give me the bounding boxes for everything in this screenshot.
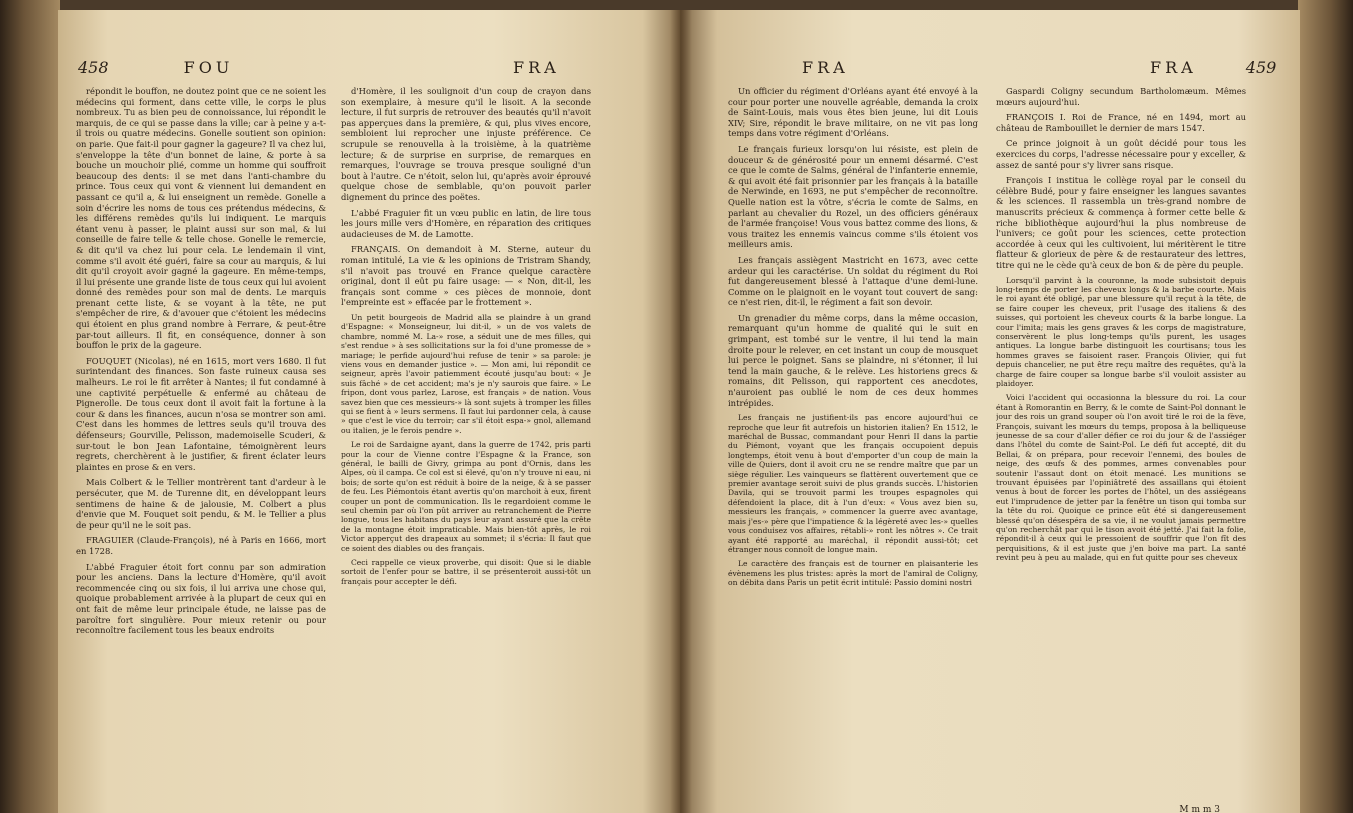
right-page-header (1150, 58, 1276, 77)
paragraph: Le roi de Sardaigne ayant, dans la guerre de 1742, pris parti pour la cour de Vienne contre l'Espagne & la France, son général, le bailli de Givry, grimpa au pont d'Ornis, dans les Alpes, où il campa. Ce col est si élevé, qu'on n'y trouve ni eau, ni bois; de sorte qu'on est réduit à boire de la neige, & à se passer de feu. Les Piémontois étant avertis qu'on marchoit à eux, firent couper un pont de communication. Ils le regardoient comme le seul chemin par où l'on pût arriver au retranchement de Pierre longue, tous les habitans du pays leur ayant assuré que la crête de la montagne étoit impraticable. Mais bien-tôt après, le roi Victor apperçut des drapeaux au sommet; il s'écria: Il faut que ce soient des diables ou des français. (341, 440, 591, 553)
paragraph: Un grenadier du même corps, dans la même occasion, remarquant qu'un homme de qualité qui le suit en grimpant, est tombé sur le ventre, il lui tend la main droite pour le relever, en cet instant un coup de mousquet lui perce le poignet. Sans se plaindre, ni s'étonner, il lui tend la main gauche, & le relève. Les historiens grecs & romains, dit Pelisson, qui rapportent ces anecdotes, n'auroient pas oublié le nom de ces deux hommes intrépides. (728, 312, 978, 408)
paragraph: d'Homère, il les soulignoit d'un coup de crayon dans son exemplaire, à mesure qu'il le lisoit. A la seconde lecture, il fut surpris de retrouver des beautés qu'il n'avoit pas apperçues dans la première, & qui, plus vives encore, sembloient lui reprocher une injuste préférence. Ce scrupule se renouvella à la troisième, à la quatrième lecture; & de surprise en surprise, de remarques en remarques, l'ouvrage se trouva presque souligné d'un bout à l'autre. Ce n'étoit, selon lui, qu'après avoir éprouvé quelque chose de semblable, qu'on pouvoit parler dignement du prince des poëtes. (341, 86, 591, 202)
book-edge-right (1298, 0, 1353, 813)
paragraph: FRANÇOIS I. Roi de France, né en 1494, mort au château de Rambouillet le dernier de mars 1547. (996, 112, 1246, 133)
right-column-2 (996, 86, 1246, 806)
left-header-keyword-right: FRA (513, 58, 560, 77)
right-page-number: 459 (1245, 58, 1277, 77)
signature-mark: M m m 3 (1179, 805, 1220, 813)
paragraph: Un petit bourgeois de Madrid alla se plaindre à un grand d'Espagne: « Monseigneur, lui dit-il, » un de vos valets de chambre, nommé M. La-» rose, a séduit une de mes filles, qui s'est rendue » à ses sollicitations sur la foi d'une promesse de » mariage; le perfide aujourd'hui refuse de tenir » sa parole: je viens vous en demander justice ». — Mon ami, lui répondit ce seigneur, après l'avoir patiemment écouté jusqu'au bout: « Je suis fâché » de cet accident; ma's je n'y saurois que faire. » Le fripon, dont vous parlez, Larose, est français » de nation. Vous savez bien que ces messieurs-» là sont sujets à tromper les filles qui se fient à » leurs sermens. Il faut lui pardonner cela, à cause » que c'est le vice du terroir; car s'il étoit espa-» gnol, allemand ou italien, je le ferois pendre ». (341, 312, 591, 435)
paragraph: Lorsqu'il parvint à la couronne, la mode subsistoit depuis long-temps de porter les cheveux longs & la barbe courte. Mais le roi ayant été obligé, par une blessure qu'il reçut à la tête, de se faire couper les cheveux, prit l'usage des italiens & des suisses, qui portoient les cheveux courts & la barbe longue. La cour l'imita; mais les gens graves & les corps de magistrature, conservèrent le plus long-temps qu'ils purent, les usages antiques. La longue barbe distinguoit les courtisans; tous les hommes graves se faisoient raser. François Olivier, qui fut depuis chancelier, ne put être reçu maître des requêtes, qu'à la charge de faire couper sa longue barbe s'il vouloit assister au plaidoyer. (996, 275, 1246, 388)
paragraph: L'abbé Fraguier étoit fort connu par son admiration pour les anciens. Dans la lecture d'Homère, qu'il avoit recommencée cinq ou six fois, il lui arriva une chose qui, quoique probablement arrivée à la plupart de ceux qui en ont fait de même leur principale étude, ne laisse pas de paroître fort singulière. Pour mieux retenir ou pour reconnoître facilement tous les beaux endroits (76, 561, 326, 636)
paragraph: Voici l'accident qui occasionna la blessure du roi. La cour étant à Romorantin en Berry, & le comte de Saint-Pol donnant le jour des rois un grand souper où l'on avoit tiré le roi de la fève, François, suivant les mœurs du temps, proposa à la belliqueuse jeunesse de sa cour d'aller défier ce roi du jour & de l'assiéger dans l'hôtel du comte de Saint-Pol. Le défi fut accepté, dit du Bellai, & on prépara, pour recevoir l'ennemi, des boules de neige, des œufs & des pommes, armes convenables pour soutenir l'assaut dont on étoit menacé. Les munitions se trouvant épuisées par l'opiniâtreté des assaillans qui étoient venus à bout de forcer les portes de l'hôtel, un des assiégeans eut l'imprudence de jetter par la fenêtre un tison qui tomba sur la tête du roi. Quoique ce prince eût été si dangereusement blessé qu'on désespéra de sa vie, il ne voulut jamais permettre qu'on recherchât par qui le tison avoit été jetté. J'ai fait la folie, répondit-il à ceux qui le pressoient de souffrir que l'on fît des perquisitions, & il est juste que j'en boive ma part. La santé revint peu à peu au malade, qui en fut quitte pour ses cheveux (996, 393, 1246, 563)
paragraph: FOUQUET (Nicolas), né en 1615, mort vers 1680. Il fut surintendant des finances. Son faste ruineux causa ses malheurs. Le roi le fit arrêter à Nantes; il fut condamné à une captivité perpétuelle & enfermé au château de Pignerolle. De tous ceux dont il avoit fait la fortune à la cour & dans les finances, aucun n'osa se montrer son ami. C'est dans les hommes de lettres seuls qu'il trouva des défenseurs; Gourville, Pelisson, mademoiselle Scuderi, & sur-tout le bon Jean Lafontaine, témoignèrent leurs regrets, cherchèrent à le justifier, & firent éclater leurs plaintes en prose & en vers. (76, 355, 326, 472)
left-column-2 (341, 86, 591, 806)
right-header-keyword: FRA (1150, 58, 1197, 77)
paragraph: FRANÇAIS. On demandoit à M. Sterne, auteur du roman intitulé, La vie & les opinions de Tristram Shandy, s'il n'avoit pas trouvé en France quelque caractère original, dont il eût pu faire usage: — « Non, dit-il, les français sont comme » ces pièces de monnoie, dont l'empreinte est » effacée par le frottement ». (341, 244, 591, 308)
left-page (58, 10, 680, 813)
paragraph: François I institua le collège royal par le conseil du célèbre Budé, pour y faire enseigner les langues savantes & les sciences. Il rassembla un très-grand nombre de manuscrits précieux & commença à former cette belle & riche bibliothèque aujourd'hui la plus nombreuse de l'univers; ce goût pour les sciences, cette protection accordée à ceux qui les cultivoient, lui méritèrent le titre flatteur & glorieux de père & de restaurateur des lettres, titre qui ne le cède qu'à ceux de bon & de père du peuple. (996, 175, 1246, 270)
paragraph: répondit le bouffon, ne doutez point que ce ne soient les médecins qui forment, dans cette ville, le corps le plus nombreux. Tu as bien peu de connoissance, lui répondit le marquis, de ce qui se passe dans la ville; car à peine y a-t-il trois ou quatre médecins. Gonelle soutient son opinion: on parie. Que fait-il pour gagner la gageure? Il va chez lui, s'enveloppe la tête d'un bonnet de laine, & porte à sa bouche un mouchoir plié, comme un homme qui souffroit beaucoup des dents: il se met dans l'anti-chambre du prince. Tous ceux qui vont & viennent lui demandent en passant ce qu'il a, & lui enseignent un remède. Gonelle a soin d'écrire les noms de tous ces prétendus médecins, & les différens remèdes qu'ils lui indiquent. Le marquis étant venu à passer, le plaint aussi sur son mal, & lui conseille de faire telle & telle chose. Gonelle le remercie, & dit qu'il va chez lui pour cela. Le lendemain il vint, comme s'il avoit été guéri, faire sa cour au marquis, & lui dit qu'il croyoit avoir gagné la gageure. En même-temps, il lui présente une grande liste de tous ceux qui lui avoient donné des remèdes pour son mal de dents. Le marquis prenant cette liste, & se voyant à la tête, ne put s'empêcher de rire, & d'avouer que c'étoient les médecins qui étoient en plus grand nombre à Ferrare, & peut-être par-tout ailleurs. Il fit, en conséquence, donner à son bouffon le prix de la gageure. (76, 86, 326, 351)
paragraph: Gaspardi Coligny secundum Bartholomæum. Mêmes mœurs aujourd'hui. (996, 86, 1246, 107)
paragraph: Le français furieux lorsqu'on lui résiste, est plein de douceur & de générosité pour un ennemi désarmé. C'est ce que le comte de Salms, général de l'infanterie ennemie, & qui avoit été fait prisonnier par les français à la bataille de Nerwinde, en 1693, ne put s'empêcher de reconnoître. Quelle nation est la vôtre, s'écria le comte de Salms, en parlant au chevalier du Rozel, un des officiers généraux de l'armée françoise! Vous vous battez comme des lions, & vous traitez les ennemis vaincus comme s'ils étoient vos meilleurs amis. (728, 143, 978, 250)
left-header-keyword: FOU (183, 58, 234, 77)
left-page-number: 458 (78, 58, 109, 77)
paragraph: FRAGUIER (Claude-François), né à Paris en 1666, mort en 1728. (76, 535, 326, 556)
paragraph: Un officier du régiment d'Orléans ayant été envoyé à la cour pour porter une nouvelle agréable, demanda la croix de Saint-Louis, mais vous êtes bien jeune, lui dit Louis XIV; Sire, répondit le brave militaire, on ne vit pas long temps dans votre régiment d'Orléans. (728, 86, 978, 139)
paragraph: Le caractère des français est de tourner en plaisanterie les évènemens les plus tristes: après la mort de l'amiral de Coligny, on débita dans Paris un petit écrit intitulé: Passio domini nostri (728, 559, 978, 588)
left-column-1 (76, 86, 326, 806)
paragraph: Les français assiègent Mastricht en 1673, avec cette ardeur qui les caractérise. Un soldat du régiment du Roi fut dangereusement blessé à l'attaque d'une demi-lune. Comme on le plaignoit en le voyant tout couvert de sang: ce n'est rien, dit-il, le régiment a fait son devoir. (728, 254, 978, 308)
right-page (680, 10, 1300, 813)
paragraph: Ceci rappelle ce vieux proverbe, qui disoit: Que si le diable sortoit de l'enfer pour se battre, il se présenteroit aussi-tôt un français pour accepter le défi. (341, 558, 591, 586)
paragraph: Ce prince joignoit à un goût décidé pour tous les exercices du corps, l'adresse nécessaire pour y exceller, & assez de santé pour s'y livrer sans risque. (996, 138, 1246, 170)
paragraph: Les français ne justifient-ils pas encore aujourd'hui ce reproche que leur fit autrefois un historien italien? En 1512, le maréchal de Bussac, commandant pour Henri II dans la partie du Piémont, voyant que les français occupoient depuis longtemps, étoit venu à bout d'emporter d'un coup de main la ville de Quiers, dont il avoit cru ne se rendre maître que par un siège régulier. Les vainqueurs se flattèrent ouvertement que ce premier avantage seroit suivi de plus grands succès. L'historien Davila, qui se trouvoit parmi les troupes espagnoles qui défendoient la place, dit à l'un d'eux: « Vous avez bien su, messieurs les français, » commencer la guerre avec avantage, mais j'es-» père que l'impatience & la légèreté avec les-» quelles vous conduisez vos affaires, rétabli-» ront les nôtres ». Ce trait ayant été rapporté au maréchal, il répondit aussi-tôt; cet étranger nous connoît de longue main. (728, 413, 978, 554)
book-edge-left (0, 0, 60, 813)
book-gutter (670, 10, 692, 813)
right-header-keyword-left: FRA (802, 58, 849, 77)
right-column-1 (728, 86, 978, 806)
paragraph: Mais Colbert & le Tellier montrèrent tant d'ardeur à le persécuter, que M. de Turenne dit, en développant leurs sentimens de haine & de jalousie, M. Colbert a plus d'envie que M. Fouquet soit pendu, & M. le Tellier a plus de peur qu'il ne le soit pas. (76, 477, 326, 530)
left-page-header (78, 58, 233, 77)
paragraph: L'abbé Fraguier fit un vœu public en latin, de lire tous les jours mille vers d'Homère, en réparation des critiques audacieuses de M. de Lamotte. (341, 207, 591, 239)
